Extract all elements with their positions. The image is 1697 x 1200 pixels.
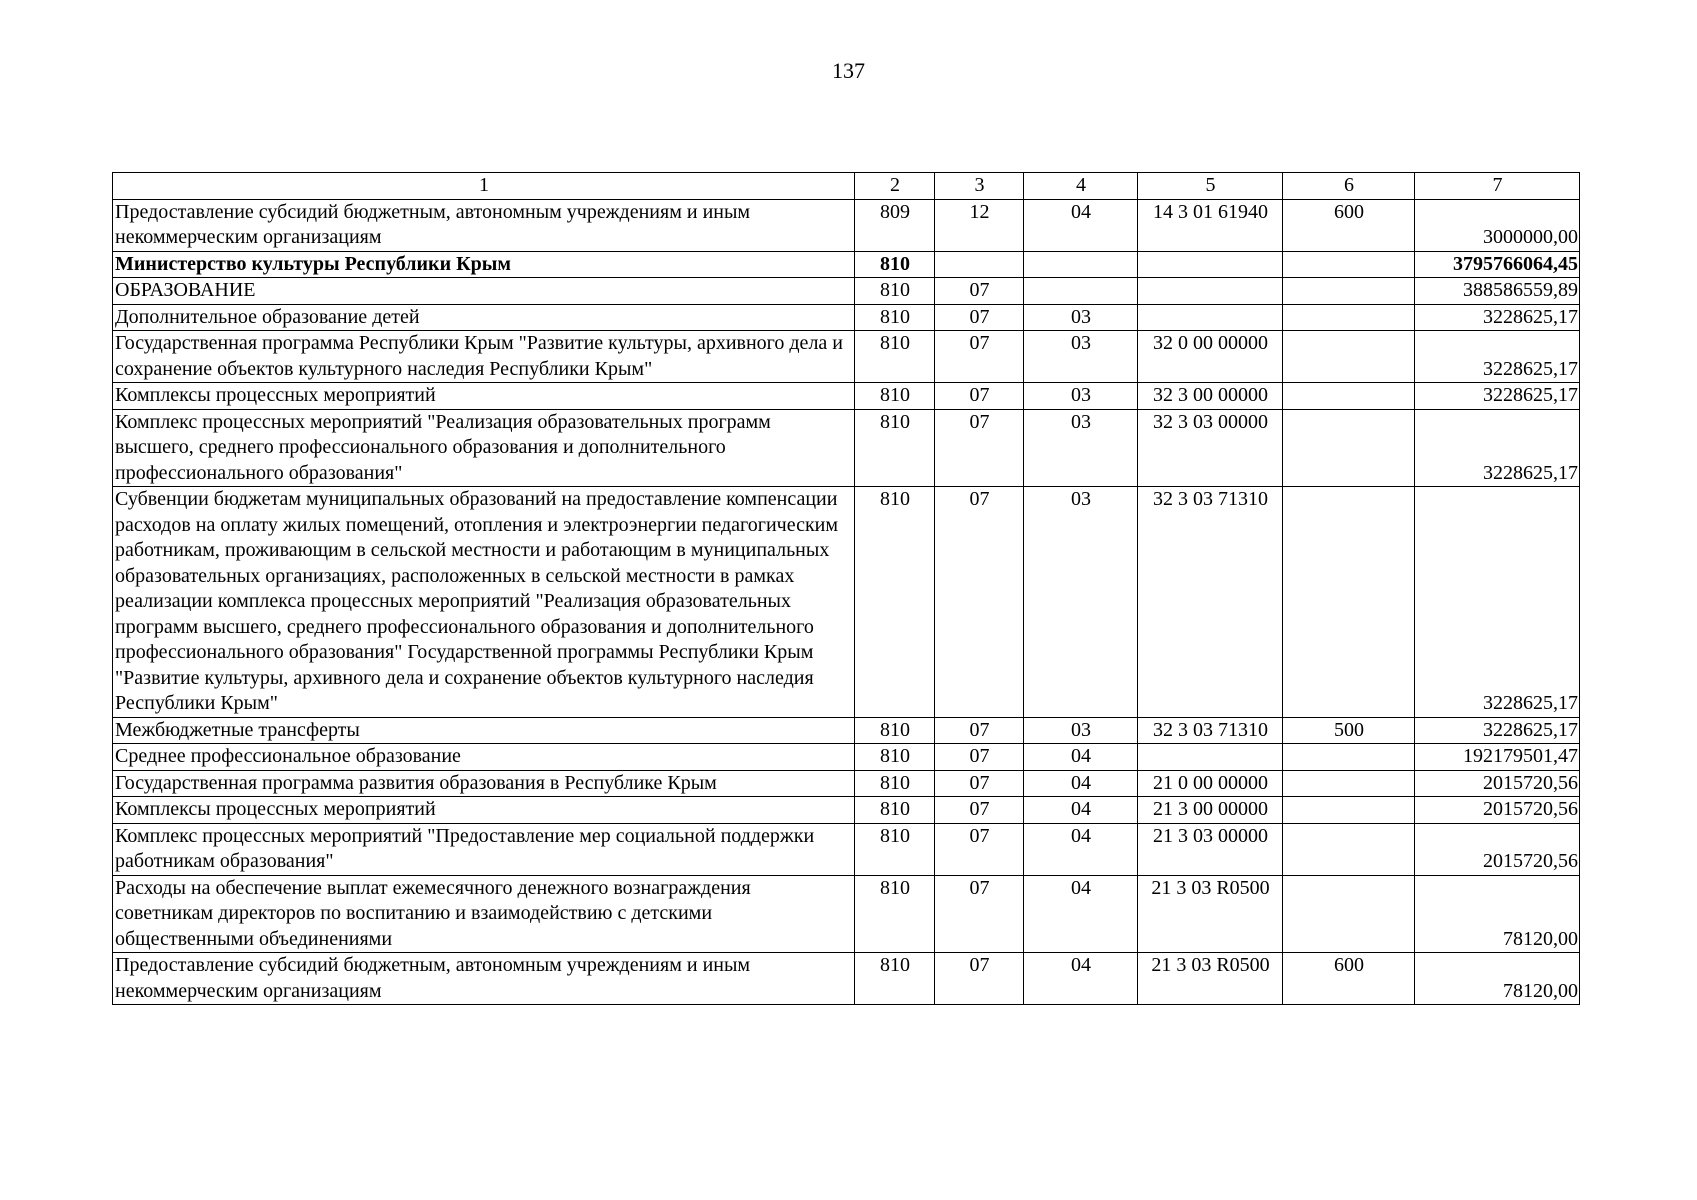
cell-name: Дополнительное образование детей <box>113 304 855 331</box>
cell-section: 12 <box>935 199 1024 251</box>
cell-amount: 3795766064,45 <box>1415 251 1580 278</box>
cell-amount: 2015720,56 <box>1415 823 1580 875</box>
cell-section: 07 <box>935 875 1024 953</box>
cell-name: Предоставление субсидий бюджетным, автономным учреждениям и иным некоммерческим организациям <box>113 953 855 1005</box>
cell-amount: 3228625,17 <box>1415 409 1580 487</box>
cell-expense-type: 500 <box>1283 717 1415 744</box>
cell-target-article: 32 3 03 00000 <box>1138 409 1283 487</box>
cell-section: 07 <box>935 953 1024 1005</box>
cell-target-article: 32 0 00 00000 <box>1138 331 1283 383</box>
table-row <box>113 770 1580 797</box>
column-header: 4 <box>1024 173 1138 200</box>
cell-section: 07 <box>935 487 1024 718</box>
cell-target-article: 21 3 00 00000 <box>1138 797 1283 824</box>
cell-section: 07 <box>935 744 1024 771</box>
cell-expense-type <box>1283 409 1415 487</box>
cell-name: Межбюджетные трансферты <box>113 717 855 744</box>
cell-subsection: 04 <box>1024 199 1138 251</box>
cell-expense-type: 600 <box>1283 199 1415 251</box>
table-row <box>113 487 1580 718</box>
cell-target-article: 32 3 03 71310 <box>1138 717 1283 744</box>
cell-expense-type <box>1283 304 1415 331</box>
cell-section: 07 <box>935 770 1024 797</box>
cell-target-article: 21 0 00 00000 <box>1138 770 1283 797</box>
table-row <box>113 251 1580 278</box>
cell-name: Министерство культуры Республики Крым <box>113 251 855 278</box>
cell-grbs: 810 <box>855 953 935 1005</box>
cell-expense-type <box>1283 278 1415 305</box>
cell-subsection: 03 <box>1024 409 1138 487</box>
cell-amount: 78120,00 <box>1415 875 1580 953</box>
cell-amount: 78120,00 <box>1415 953 1580 1005</box>
cell-expense-type <box>1283 797 1415 824</box>
cell-grbs: 809 <box>855 199 935 251</box>
table-row <box>113 875 1580 953</box>
column-header: 6 <box>1283 173 1415 200</box>
table-row <box>113 797 1580 824</box>
cell-name: Расходы на обеспечение выплат ежемесячного денежного вознаграждения советникам директоров по воспитанию и взаимодействию с детскими общественными объединениями <box>113 875 855 953</box>
cell-subsection <box>1024 251 1138 278</box>
cell-amount: 3228625,17 <box>1415 331 1580 383</box>
cell-grbs: 810 <box>855 383 935 410</box>
cell-expense-type <box>1283 823 1415 875</box>
cell-section: 07 <box>935 331 1024 383</box>
cell-name: Комплексы процессных мероприятий <box>113 797 855 824</box>
cell-amount: 192179501,47 <box>1415 744 1580 771</box>
cell-section: 07 <box>935 797 1024 824</box>
cell-name: Предоставление субсидий бюджетным, автономным учреждениям и иным некоммерческим организациям <box>113 199 855 251</box>
cell-grbs: 810 <box>855 717 935 744</box>
cell-expense-type <box>1283 770 1415 797</box>
table-row <box>113 383 1580 410</box>
cell-amount: 3000000,00 <box>1415 199 1580 251</box>
cell-grbs: 810 <box>855 875 935 953</box>
cell-target-article: 14 3 01 61940 <box>1138 199 1283 251</box>
cell-grbs: 810 <box>855 487 935 718</box>
column-header: 7 <box>1415 173 1580 200</box>
cell-expense-type: 600 <box>1283 953 1415 1005</box>
cell-expense-type <box>1283 487 1415 718</box>
cell-name: Государственная программа развития образования в Республике Крым <box>113 770 855 797</box>
cell-expense-type <box>1283 383 1415 410</box>
cell-amount: 2015720,56 <box>1415 797 1580 824</box>
cell-amount: 3228625,17 <box>1415 304 1580 331</box>
cell-subsection: 03 <box>1024 717 1138 744</box>
cell-name: Субвенции бюджетам муниципальных образований на предоставление компенсации расходов на оплату жилых помещений, отопления и электроэнергии педагогическим работникам, проживающим в сельской местности и работающим в муниципальных образовательных организациях, расположенных в сельской местности в рамках реализации комплекса процессных мероприятий "Реализация образовательных программ высшего, среднего профессионального образования и дополнительного профессионального образования" Государственной программы Республики Крым "Развитие культуры, архивного дела и сохранение объектов культурного наследия Республики Крым" <box>113 487 855 718</box>
cell-expense-type <box>1283 744 1415 771</box>
cell-section: 07 <box>935 304 1024 331</box>
cell-section: 07 <box>935 383 1024 410</box>
cell-expense-type <box>1283 251 1415 278</box>
table-row <box>113 199 1580 251</box>
cell-grbs: 810 <box>855 409 935 487</box>
cell-subsection: 03 <box>1024 487 1138 718</box>
cell-section <box>935 251 1024 278</box>
cell-section: 07 <box>935 278 1024 305</box>
cell-grbs: 810 <box>855 823 935 875</box>
cell-amount: 3228625,17 <box>1415 487 1580 718</box>
cell-expense-type <box>1283 331 1415 383</box>
cell-subsection: 04 <box>1024 770 1138 797</box>
cell-target-article: 32 3 03 71310 <box>1138 487 1283 718</box>
cell-target-article <box>1138 251 1283 278</box>
table-row <box>113 409 1580 487</box>
cell-name: Комплексы процессных мероприятий <box>113 383 855 410</box>
cell-amount: 388586559,89 <box>1415 278 1580 305</box>
cell-subsection: 03 <box>1024 383 1138 410</box>
table-row <box>113 823 1580 875</box>
cell-target-article: 21 3 03 R0500 <box>1138 875 1283 953</box>
page-number: 137 <box>832 58 865 83</box>
table-row <box>113 717 1580 744</box>
cell-target-article <box>1138 278 1283 305</box>
cell-subsection: 04 <box>1024 875 1138 953</box>
cell-grbs: 810 <box>855 331 935 383</box>
cell-name: Комплекс процессных мероприятий "Реализация образовательных программ высшего, среднего профессионального образования и дополнительного профессионального образования" <box>113 409 855 487</box>
cell-name: ОБРАЗОВАНИЕ <box>113 278 855 305</box>
column-header: 1 <box>113 173 855 200</box>
cell-grbs: 810 <box>855 744 935 771</box>
table-header-row <box>113 173 1580 200</box>
budget-table <box>112 172 1580 1005</box>
table-row <box>113 278 1580 305</box>
table-row <box>113 304 1580 331</box>
cell-subsection: 04 <box>1024 953 1138 1005</box>
cell-target-article <box>1138 304 1283 331</box>
cell-grbs: 810 <box>855 251 935 278</box>
cell-grbs: 810 <box>855 304 935 331</box>
table-row <box>113 744 1580 771</box>
cell-target-article: 21 3 03 00000 <box>1138 823 1283 875</box>
cell-grbs: 810 <box>855 278 935 305</box>
cell-target-article <box>1138 744 1283 771</box>
cell-amount: 2015720,56 <box>1415 770 1580 797</box>
table-row <box>113 331 1580 383</box>
cell-grbs: 810 <box>855 770 935 797</box>
cell-section: 07 <box>935 823 1024 875</box>
cell-subsection: 03 <box>1024 331 1138 383</box>
cell-name: Комплекс процессных мероприятий "Предоставление мер социальной поддержки работникам образования" <box>113 823 855 875</box>
table-row <box>113 953 1580 1005</box>
cell-subsection: 04 <box>1024 797 1138 824</box>
cell-subsection <box>1024 278 1138 305</box>
cell-target-article: 21 3 03 R0500 <box>1138 953 1283 1005</box>
cell-amount: 3228625,17 <box>1415 717 1580 744</box>
cell-target-article: 32 3 00 00000 <box>1138 383 1283 410</box>
column-header: 2 <box>855 173 935 200</box>
cell-section: 07 <box>935 409 1024 487</box>
cell-subsection: 04 <box>1024 744 1138 771</box>
cell-name: Государственная программа Республики Крым "Развитие культуры, архивного дела и сохранение объектов культурного наследия Республики Крым" <box>113 331 855 383</box>
cell-subsection: 04 <box>1024 823 1138 875</box>
column-header: 3 <box>935 173 1024 200</box>
cell-expense-type <box>1283 875 1415 953</box>
cell-subsection: 03 <box>1024 304 1138 331</box>
cell-grbs: 810 <box>855 797 935 824</box>
column-header: 5 <box>1138 173 1283 200</box>
cell-name: Среднее профессиональное образование <box>113 744 855 771</box>
cell-amount: 3228625,17 <box>1415 383 1580 410</box>
cell-section: 07 <box>935 717 1024 744</box>
